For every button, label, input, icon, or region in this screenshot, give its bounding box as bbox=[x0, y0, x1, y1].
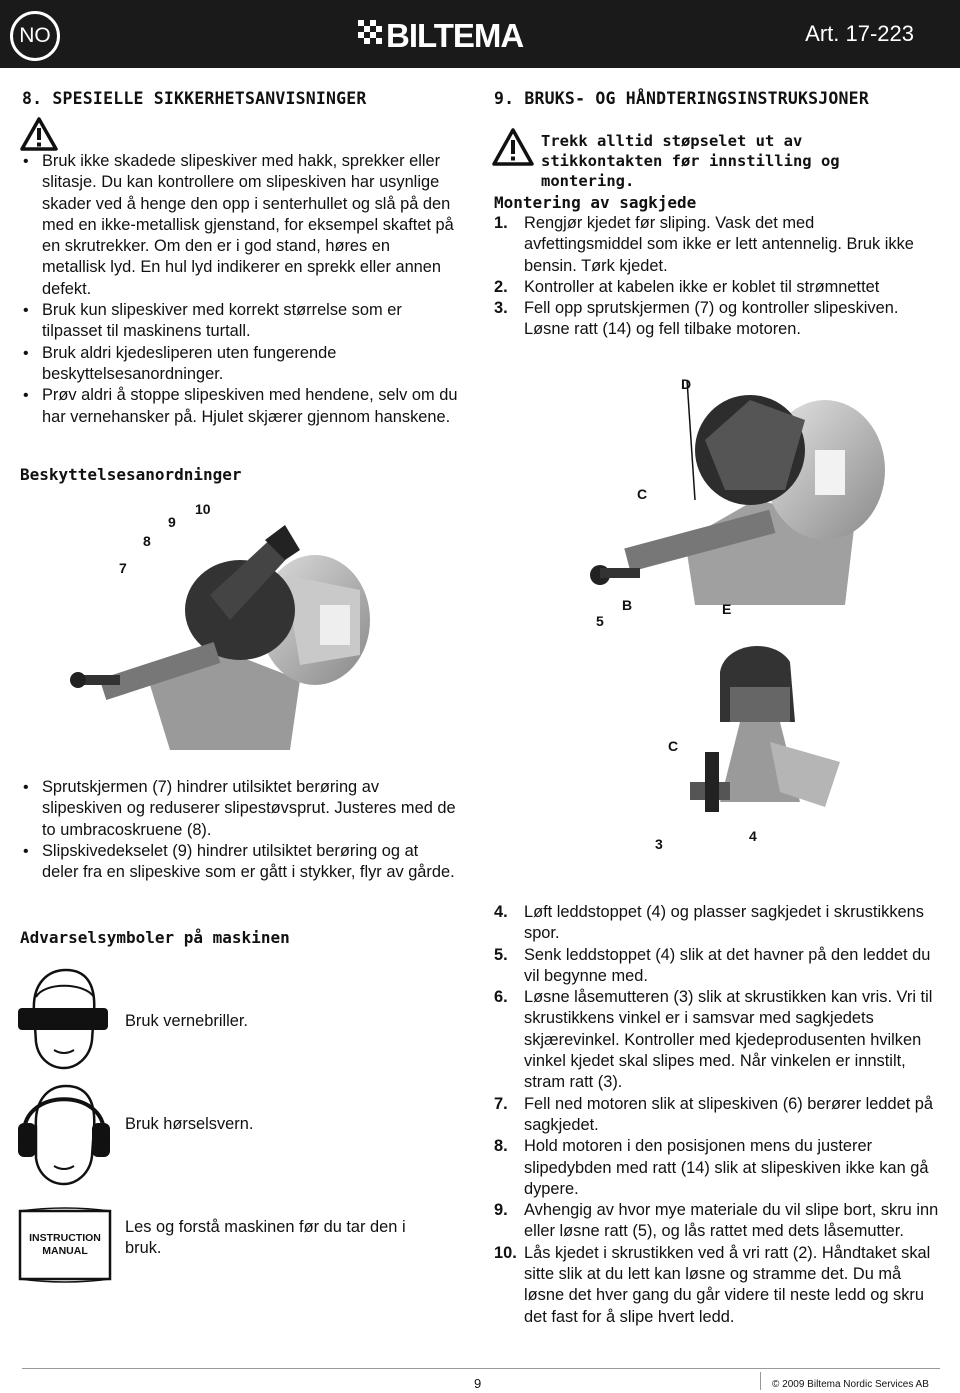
svg-text:BILTEMA: BILTEMA bbox=[386, 18, 524, 50]
manual-icon-line: INSTRUCTION bbox=[29, 1232, 101, 1244]
grinder-mounting-photo bbox=[585, 380, 905, 610]
grinder-guard-photo bbox=[60, 495, 390, 755]
list-item: 4. Løft leddstoppet (4) og plasser sagkjedet i skrustikkens spor. bbox=[494, 903, 924, 943]
copyright: © 2009 Biltema Nordic Services AB bbox=[772, 1379, 929, 1390]
manual-icon-line: MANUAL bbox=[42, 1245, 88, 1257]
symbols-title: Advarselsymboler på maskinen bbox=[20, 928, 290, 947]
list-item: 5. Senk leddstoppet (4) slik at det havner på den leddet du vil begynne med. bbox=[494, 945, 931, 985]
ear-protection-icon bbox=[14, 1078, 112, 1188]
fig1-label-10: 10 bbox=[195, 501, 211, 517]
fig2-label-E: E bbox=[722, 601, 732, 617]
section-8-title: 8. SPESIELLE SIKKERHETSANVISNINGER bbox=[22, 89, 367, 108]
safety-bullet-list bbox=[18, 151, 458, 428]
fig3-label-C: C bbox=[668, 738, 679, 754]
fig1-label-8: 8 bbox=[143, 533, 151, 549]
footer-divider bbox=[22, 1368, 940, 1369]
steps-list-a bbox=[494, 213, 934, 341]
article-number: Art. 17-223 bbox=[805, 21, 914, 46]
list-item: 2. Kontroller at kabelen ikke er koblet til strømnettet bbox=[494, 277, 880, 296]
list-item: • Sprutskjermen (7) hindrer utilsiktet berøring av slipeskiven og reduserer slipestøvsprut. Justeres med de to umbracoskruene (8). bbox=[18, 777, 458, 841]
page-header bbox=[0, 0, 960, 68]
symbol-text: Bruk vernebriller. bbox=[125, 1012, 248, 1030]
warning-icon bbox=[20, 117, 58, 151]
warning-icon bbox=[492, 128, 534, 166]
list-item: • Bruk ikke skadede slipeskiver med hakk, sprekker eller slitasje. Du kan kontrollere om slipeskiven har usynlige skader ved å henge den opp i senterhullet og slå på den med en ikke-metallisk gjenstand, for eksempel skaftet på en skrutrekker. Om den er i god stand, høres en metallisk lyd. En hul lyd indikerer en sprekk eller annen defekt. bbox=[18, 151, 458, 300]
list-item: • Bruk kun slipeskiver med korrekt størrelse som er tilpasset til maskinens turtall. bbox=[18, 300, 458, 343]
list-item: • Slipskivedekselet (9) hindrer utilsiktet berøring og at deler fra en slipeskive som er gått i stykker, flyr av gårde. bbox=[18, 841, 458, 884]
list-item: 8. Hold motoren i den posisjonen mens du justerer slipedybden med ratt (14) slik at slipeskiven ikke kan gå dypere. bbox=[494, 1137, 929, 1198]
mounting-title: Montering av sagkjede bbox=[494, 193, 697, 212]
list-item: 10. Lås kjedet i skrustikken ved å vri ratt (2). Håndtaket skal sitte slik at du lett kan løsne og stramme det. Du må løsne det hver gang du går videre til neste ledd og skru det fast for å slipe hvert ledd. bbox=[494, 1243, 931, 1326]
fig1-label-7: 7 bbox=[119, 560, 127, 576]
vise-detail-photo bbox=[650, 632, 850, 832]
footer-separator bbox=[760, 1372, 761, 1390]
list-item: 6. Løsne låsemutteren (3) slik at skrustikken kan vris. Vri til skrustikkens vinkel er i samsvar med sagkjedets skjærevinkel. Kontroller med kjedeprodusenten hvilken vinkel kjedet skal slipes med. Når vinkelen er innstilt, stram ratt (3). bbox=[494, 988, 933, 1092]
guards-title: Beskyttelsesanordninger bbox=[20, 465, 242, 484]
page-number: 9 bbox=[474, 1376, 482, 1391]
list-item: • Prøv aldri å stoppe slipeskiven med hendene, selv om du har vernehansker på. Hjulet skjærer gjennom hanskene. bbox=[18, 385, 458, 428]
fig2-label-D: D bbox=[681, 376, 692, 392]
language-badge: NO bbox=[10, 11, 60, 61]
fig2-label-B: B bbox=[622, 597, 633, 613]
list-item: 1. Rengjør kjedet før sliping. Vask det med avfettingsmiddel som ikke er lett antennelig. Bruk ikke bensin. Tørk kjedet. bbox=[494, 214, 914, 275]
list-item: 3. Fell opp sprutskjermen (7) og kontroller slipeskiven. Løsne ratt (14) og fell tilbake motoren. bbox=[494, 299, 899, 339]
list-item: 7. Fell ned motoren slik at slipeskiven (6) berører leddet på sagkjedet. bbox=[494, 1094, 934, 1134]
symbol-text: Bruk hørselsvern. bbox=[125, 1115, 254, 1133]
guard-bullet-list bbox=[18, 777, 458, 883]
fig2-label-C: C bbox=[637, 486, 648, 502]
fig3-label-4: 4 bbox=[749, 828, 757, 844]
warning-text: Trekk alltid støpselet ut av stikkontakten før innstilling og montering. bbox=[541, 132, 840, 190]
symbol-text: Les og forstå maskinen før du tar den i bruk. bbox=[125, 1218, 406, 1258]
steps-list-b bbox=[494, 902, 939, 1328]
section-9-title: 9. BRUKS- OG HÅNDTERINGSINSTRUKSJONER bbox=[494, 89, 869, 108]
fig1-label-9: 9 bbox=[168, 514, 176, 530]
goggles-icon bbox=[14, 962, 112, 1072]
list-item: 9. Avhengig av hvor mye materiale du vil slipe bort, skru inn eller løsne ratt (5), og lås rattet med dets låsemutter. bbox=[494, 1201, 939, 1241]
fig3-label-3: 3 bbox=[655, 836, 663, 852]
fig2-label-5: 5 bbox=[596, 613, 604, 629]
list-item: • Bruk aldri kjedesliperen uten fungerende beskyttelsesanordninger. bbox=[18, 343, 458, 386]
biltema-logo bbox=[358, 18, 603, 50]
manual-icon bbox=[16, 1205, 114, 1285]
